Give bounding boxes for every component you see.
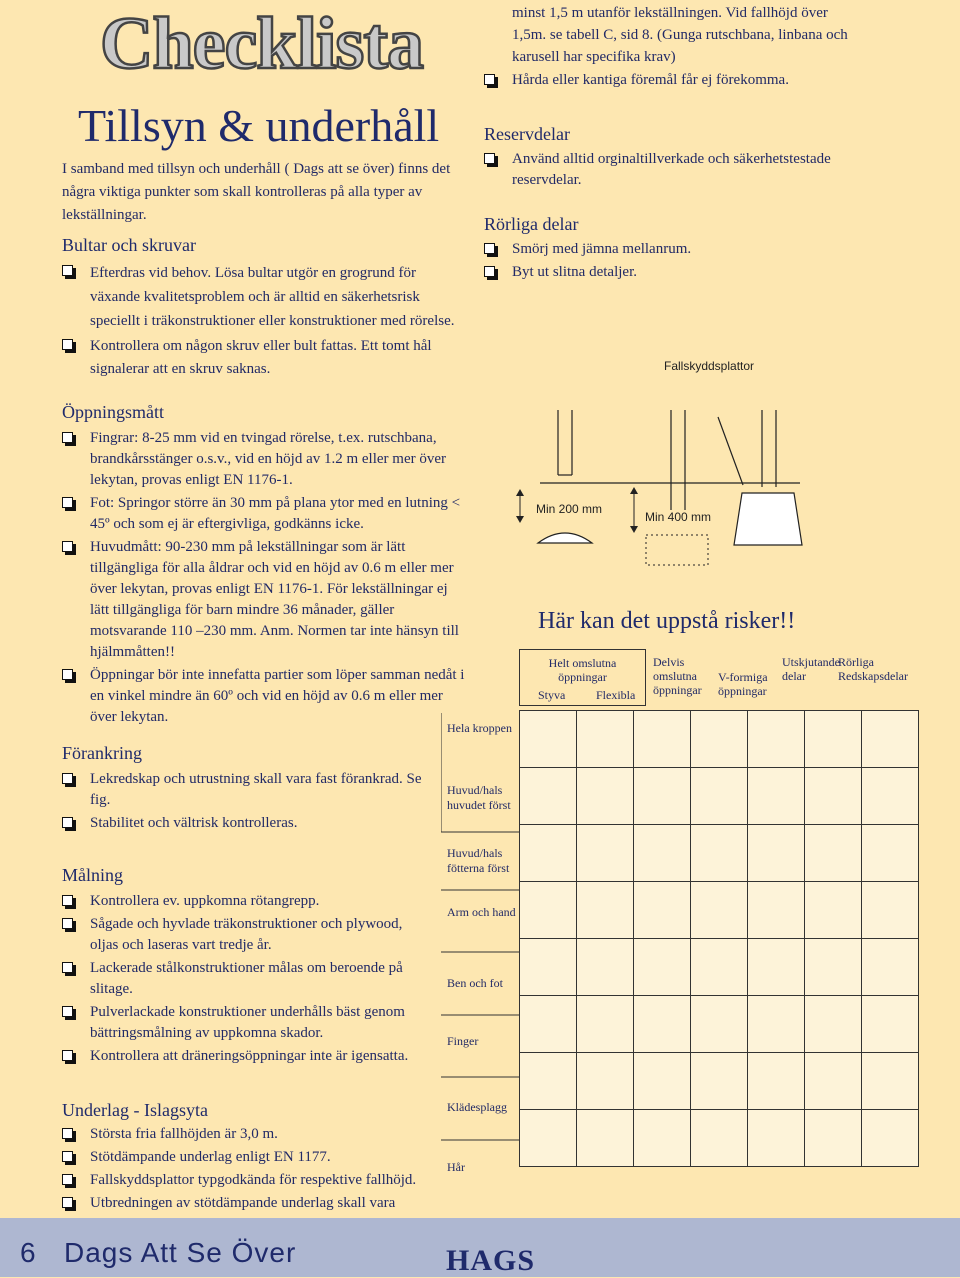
checkbox-icon[interactable] [62, 1174, 73, 1185]
checklist-item[interactable]: Sågade och hyvlade träkonstruktioner och plywood, oljas och laseras vart tredje år. [62, 914, 432, 956]
grid-cell [805, 711, 862, 768]
checklist-item[interactable]: Fot: Springor större än 30 mm på plana ytor med en lutning < 45º och som ej är eftergivliga, godkänns icke. [62, 493, 466, 535]
checkbox-icon[interactable] [62, 265, 73, 276]
right-column-top [484, 2, 854, 93]
grid-cell [748, 996, 805, 1053]
checkbox-icon[interactable] [62, 1006, 73, 1017]
checkbox-icon[interactable] [62, 895, 73, 906]
checklist-item[interactable]: Lekredskap och utrustning skall vara fast förankrad. Se fig. [62, 769, 432, 811]
section-heading: Bultar och skruvar [62, 235, 196, 255]
checkbox-icon[interactable] [62, 669, 73, 680]
grid-cell [634, 996, 691, 1053]
grid-cell [520, 768, 577, 825]
checklist-item[interactable]: Kontrollera ev. uppkomna rötangrepp. [62, 891, 432, 912]
grid-cell [805, 882, 862, 939]
row-label: Klädesplagg [447, 1100, 507, 1114]
grid-cell [577, 1053, 634, 1110]
continued-text: minst 1,5 m utanför lekställningen. Vid fallhöjd över 1,5m. se tabell C, sid 8. (Gunga rutschbana, linbana och karusell har specifika krav) [512, 5, 848, 65]
grid-cell [634, 1110, 691, 1167]
row-label: Hår [447, 1160, 465, 1174]
grid-cell [634, 1053, 691, 1110]
dimension-label: Min 400 mm [645, 510, 712, 524]
section-malning [62, 863, 432, 1069]
grid-cell [691, 825, 748, 882]
grid-cell [862, 1053, 919, 1110]
row-label-dividers [441, 710, 521, 1210]
grid-cell [520, 1110, 577, 1167]
checklist-item[interactable]: Huvudmått: 90-230 mm på lekställningar som är lätt tillgängliga för alla åldrar och vid en höjd av 0.6 m eller mer över lekytan, provas enligt EN 1176-1. För lekställningar ej lätt tillgängliga för barn mindre 36 månader, gäller motsvarande 110 –230 mm. Anm. Normen tar inte hänsyn till hjälmmåtten!! [62, 537, 466, 663]
section-heading: Öppningsmått [62, 402, 164, 422]
section-forankring [62, 741, 432, 836]
checkbox-icon[interactable] [62, 773, 73, 784]
checkbox-icon[interactable] [484, 243, 495, 254]
grid-cell [748, 882, 805, 939]
grid-cell [805, 825, 862, 882]
grid-cell [691, 1053, 748, 1110]
grid-cell [805, 996, 862, 1053]
checklist-item[interactable]: Fallskyddsplattor typgodkända för respektive fallhöjd. [62, 1170, 432, 1191]
grid-cell [577, 825, 634, 882]
footer-title: Dags Att Se Över [64, 1237, 297, 1268]
grid-cell [862, 996, 919, 1053]
grid-cell [748, 825, 805, 882]
section-heading: Underlag - Islagsyta [62, 1100, 208, 1120]
risk-grid-table [519, 710, 919, 1167]
checkbox-icon[interactable] [484, 266, 495, 277]
page-subtitle: Tillsyn & underhåll [78, 100, 440, 151]
checkbox-icon[interactable] [62, 541, 73, 552]
section-oppning [62, 400, 466, 730]
risk-grid [519, 710, 919, 1167]
checkbox-icon[interactable] [62, 962, 73, 973]
grid-cell [805, 939, 862, 996]
column-header: Rörliga Redskapsdelar [838, 655, 908, 683]
grid-cell [862, 768, 919, 825]
grid-cell [577, 882, 634, 939]
section-heading: Reservdelar [484, 124, 570, 144]
brand-logo: HAGS [446, 1244, 536, 1277]
grid-cell [520, 996, 577, 1053]
grid-cell [577, 768, 634, 825]
grid-cell [862, 711, 919, 768]
grid-cell [577, 711, 634, 768]
section-heading: Målning [62, 865, 123, 885]
grid-cell [577, 996, 634, 1053]
grid-cell [520, 1053, 577, 1110]
grid-cell [634, 882, 691, 939]
grid-cell [805, 768, 862, 825]
checkbox-icon[interactable] [62, 817, 73, 828]
section-rorliga [484, 212, 864, 285]
intro-text: I samband med tillsyn och underhåll ( Dags att se över) finns det några viktiga punkter som skall kontrolleras på alla typer av lekställningar. [62, 161, 451, 223]
grid-cell [862, 1110, 919, 1167]
figure-label: Fallskyddsplattor [664, 359, 755, 373]
column-header: V-formiga öppningar [718, 670, 768, 698]
checkbox-icon[interactable] [62, 1050, 73, 1061]
checklist-item[interactable]: Öppningar bör inte innefatta partier som löper samman nedåt i en vinkel mindre än 60º och vid en höjd av 0.6 m eller mer över lekytan. [62, 665, 466, 728]
row-label: Arm och hand [447, 905, 516, 919]
checklist-item[interactable]: Pulverlackade konstruktioner underhålls bäst genom bättringsmålning av uppkomna skador. [62, 1002, 432, 1044]
grid-cell [748, 1110, 805, 1167]
grid-cell [805, 1110, 862, 1167]
row-label: Huvud/hals huvudet först [447, 783, 511, 812]
grid-cell [748, 1053, 805, 1110]
grid-cell [862, 825, 919, 882]
grid-cell [520, 939, 577, 996]
checkbox-icon[interactable] [484, 74, 495, 85]
checklist-item[interactable]: Största fria fallhöjden är 3,0 m. [62, 1124, 432, 1145]
checklist-item[interactable]: Använd alltid orginaltillverkade och säkerhetstestade reservdelar. [484, 149, 864, 191]
grid-cell [748, 768, 805, 825]
section-heading: Förankring [62, 743, 142, 763]
grid-cell [634, 825, 691, 882]
row-label: Ben och fot [447, 976, 503, 990]
checkbox-icon[interactable] [62, 918, 73, 929]
grid-cell [691, 711, 748, 768]
grid-cell [748, 939, 805, 996]
section-underlag [62, 1098, 432, 1216]
checklist-item[interactable]: Smörj med jämna mellanrum. [484, 239, 864, 260]
grid-cell [577, 939, 634, 996]
grid-cell [691, 939, 748, 996]
grid-cell [577, 1110, 634, 1167]
checklist-item[interactable]: Fingrar: 8-25 mm vid en tvingad rörelse, t.ex. rutschbana, brandkårsstänger o.s.v., vid en höjd av 1.2 m eller mer över lekytan, provas enligt EN 1176-1. [62, 428, 466, 491]
grid-cell [520, 825, 577, 882]
grid-cell [691, 1110, 748, 1167]
section-heading: Rörliga delar [484, 214, 579, 234]
grid-cell [520, 711, 577, 768]
checkbox-icon[interactable] [62, 1197, 73, 1208]
section-reservdelar [484, 122, 864, 193]
grid-cell [862, 939, 919, 996]
grid-cell [634, 711, 691, 768]
checklist-item[interactable]: Byt ut slitna detaljer. [484, 262, 864, 283]
grid-cell [691, 882, 748, 939]
checklist-item[interactable]: Kontrollera om någon skruv eller bult fattas. Ett tomt hål signalerar att en skruv saknas. [62, 335, 462, 381]
checkbox-icon[interactable] [484, 153, 495, 164]
checklist-item[interactable]: Utbredningen av stötdämpande underlag skall vara [62, 1193, 432, 1214]
grid-cell [520, 882, 577, 939]
grid-cell [862, 882, 919, 939]
checkbox-icon[interactable] [62, 432, 73, 443]
checklist-item[interactable]: Stötdämpande underlag enligt EN 1177. [62, 1147, 432, 1168]
grid-cell [805, 1053, 862, 1110]
page-number: 6 [20, 1237, 36, 1268]
grid-cell [691, 768, 748, 825]
grid-cell [634, 939, 691, 996]
checkbox-icon[interactable] [62, 1151, 73, 1162]
grid-cell [748, 711, 805, 768]
section-bultar [62, 233, 462, 383]
checkbox-icon[interactable] [62, 1128, 73, 1139]
checkbox-icon[interactable] [62, 497, 73, 508]
row-label: Finger [447, 1034, 479, 1048]
grid-cell [691, 996, 748, 1053]
page-title: Checklista [100, 3, 423, 85]
grid-cell [634, 768, 691, 825]
risk-heading: Här kan det uppstå risker!! [538, 608, 796, 634]
column-header: Utskjutande delar [782, 655, 840, 683]
foundation-figure [510, 395, 810, 585]
checklist-item[interactable]: Hårda eller kantiga föremål får ej förekomma. [484, 70, 854, 91]
checklist-item[interactable]: Kontrollera att dräneringsöppningar inte är igensatta. [62, 1046, 432, 1067]
row-label: Huvud/hals fötterna först [447, 846, 510, 875]
column-header-group: Helt omslutna öppningar Styva Flexibla [519, 649, 646, 706]
dimension-label: Min 200 mm [536, 502, 603, 516]
checkbox-icon[interactable] [62, 339, 73, 350]
checklist-item[interactable]: Efterdras vid behov. Lösa bultar utgör en grogrund för växande kvalitetsproblem och är alltid en säkerhetsrisk speciellt i träkonstruktioner eller konstruktioner med rörelse. [62, 261, 462, 333]
checklist-item[interactable]: Lackerade stålkonstruktioner målas om beroende på slitage. [62, 958, 432, 1000]
column-header: Delvis omslutna öppningar [653, 655, 702, 697]
row-label: Hela kroppen [447, 721, 512, 735]
checklist-item[interactable]: Stabilitet och vältrisk kontrolleras. [62, 813, 432, 834]
